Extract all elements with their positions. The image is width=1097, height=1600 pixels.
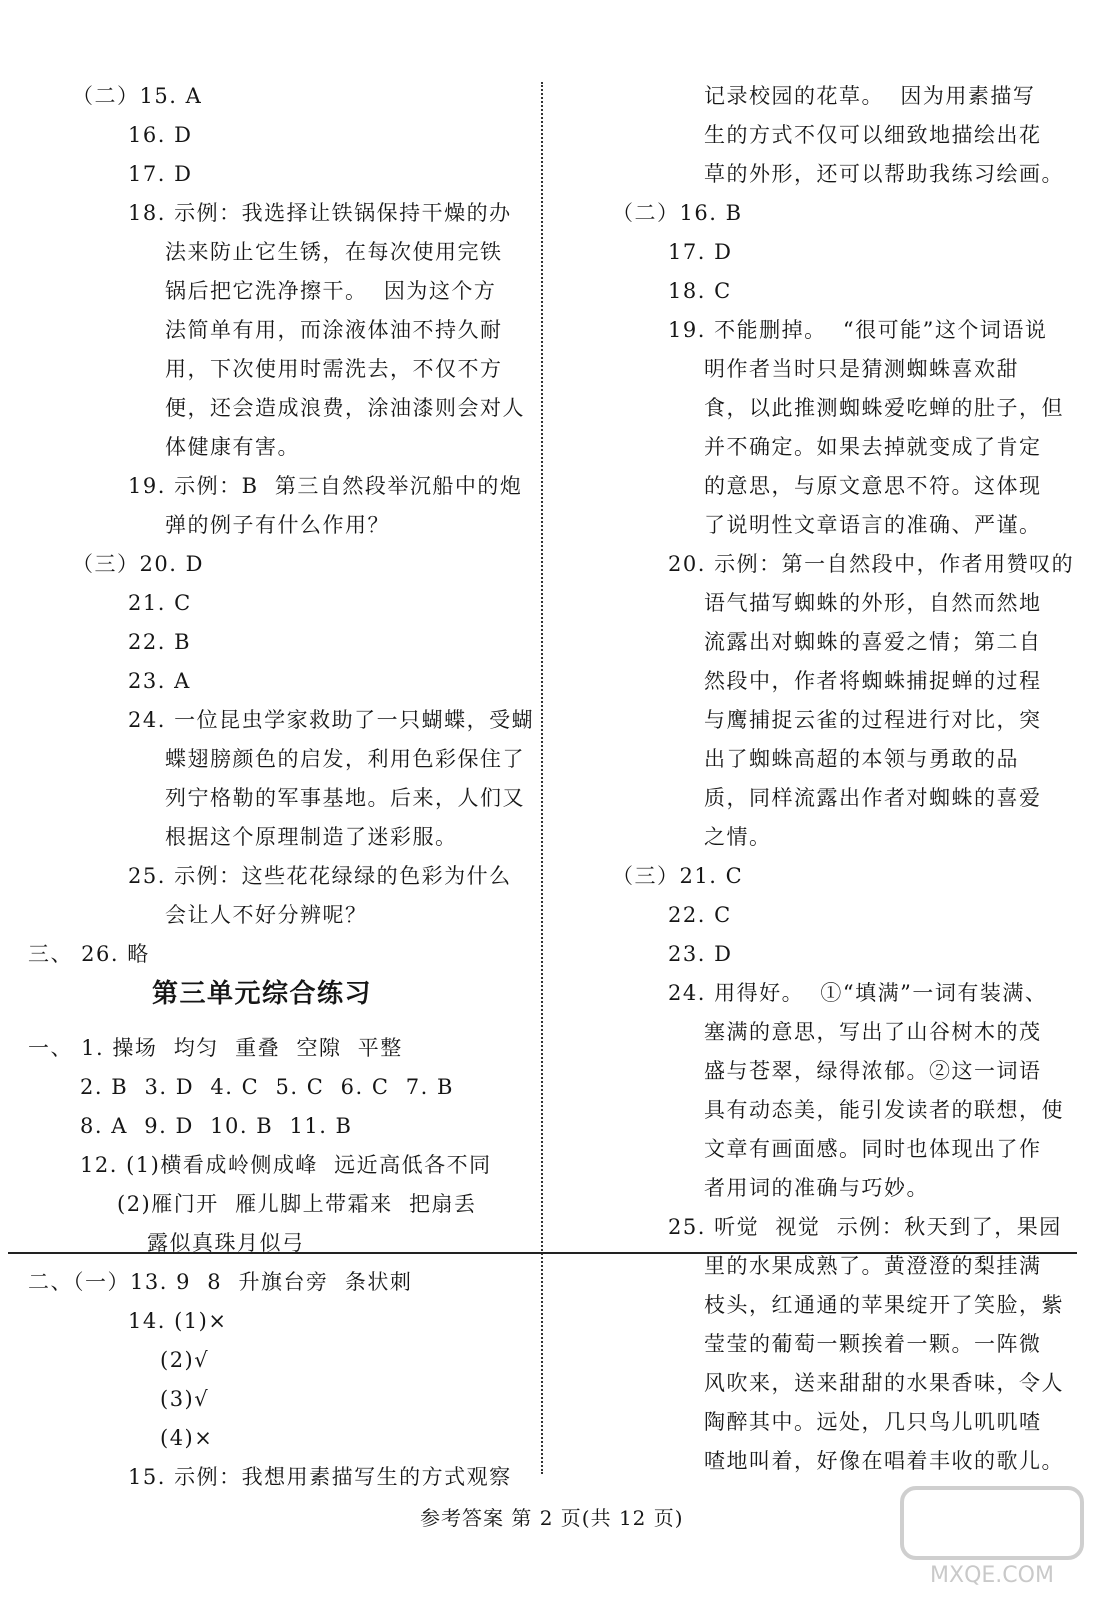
left-answer-line: 二、（一）13. 9 8 升旗台旁 条状刺 bbox=[28, 1270, 413, 1294]
left-answer-line: 23. A bbox=[128, 669, 191, 693]
right-answer-line: 莹莹的葡萄一颗挨着一颗。一阵微 bbox=[704, 1332, 1042, 1356]
right-answer-line: 明作者当时只是猜测蜘蛛喜欢甜 bbox=[704, 357, 1019, 381]
left-answer-line: 会让人不好分辨呢？ bbox=[165, 903, 368, 927]
right-answer-line: 与鹰捕捉云雀的过程进行对比，突 bbox=[704, 708, 1042, 732]
right-answer-line: 了说明性文章语言的准确、严谨。 bbox=[704, 513, 1042, 537]
left-answer-line: (4)× bbox=[160, 1426, 214, 1450]
right-answer-line: 盛与苍翠，绿得浓郁。②这一词语 bbox=[704, 1059, 1042, 1083]
right-answer-line: 之情。 bbox=[704, 825, 772, 849]
right-answer-line: 流露出对蜘蛛的喜爱之情；第二自 bbox=[704, 630, 1042, 654]
right-answer-line: （二）16. B bbox=[612, 201, 743, 225]
right-answer-line: 18. C bbox=[668, 279, 732, 303]
left-answer-line: 列宁格勒的军事基地。后来，人们又 bbox=[165, 786, 525, 810]
right-answer-line: 出了蜘蛛高超的本领与勇敢的品 bbox=[704, 747, 1019, 771]
right-answer-line: 枝头，红通通的苹果绽开了笑脸，紫 bbox=[704, 1293, 1064, 1317]
right-answer-line: 生的方式不仅可以细致地描绘出花 bbox=[704, 123, 1042, 147]
left-answer-line: （二）15. A bbox=[72, 84, 203, 108]
right-answer-line: 19. 不能删掉。 “很可能”这个词语说 bbox=[668, 318, 1048, 342]
left-answer-line: 法简单有用，而涂液体油不持久耐 bbox=[165, 318, 503, 342]
left-answer-line: (2)雁门开 雁儿脚上带霜来 把扇丢 bbox=[117, 1192, 477, 1216]
watermark-logo bbox=[900, 1480, 1085, 1590]
left-answer-line: 便，还会造成浪费，涂油漆则会对人 bbox=[165, 396, 525, 420]
right-answer-line: 草的外形，还可以帮助我练习绘画。 bbox=[704, 162, 1064, 186]
right-answer-line: 23. D bbox=[668, 942, 733, 966]
right-answer-line: （三）21. C bbox=[612, 864, 744, 888]
right-answer-line: 风吹来，送来甜甜的水果香味，令人 bbox=[704, 1371, 1064, 1395]
right-answer-line: 里的水果成熟了。黄澄澄的梨挂满 bbox=[704, 1254, 1042, 1278]
left-answer-line: 18. 示例：我选择让铁锅保持干燥的办 bbox=[128, 201, 512, 225]
left-answer-line: 蝶翅膀颜色的启发，利用色彩保住了 bbox=[165, 747, 525, 771]
left-answer-line: 体健康有害。 bbox=[165, 435, 300, 459]
right-answer-line: 25. 听觉 视觉 示例：秋天到了，果园 bbox=[668, 1215, 1062, 1239]
right-answer-line: 的意思，与原文意思不符。这体现 bbox=[704, 474, 1042, 498]
left-answer-line: 锅后把它洗净擦干。 因为这个方 bbox=[165, 279, 497, 303]
left-answer-line: 16. D bbox=[128, 123, 193, 147]
left-answer-line: 12. (1)横看成岭侧成峰 远近高低各不同 bbox=[80, 1153, 492, 1177]
right-answer-line: 20. 示例：第一自然段中，作者用赞叹的 bbox=[668, 552, 1075, 576]
left-answer-line: 24. 一位昆虫学家救助了一只蝴蝶，受蝴 bbox=[128, 708, 535, 732]
left-answer-line: 14. (1)× bbox=[128, 1309, 228, 1333]
left-answer-line: 25. 示例：这些花花绿绿的色彩为什么 bbox=[128, 864, 512, 888]
left-answer-line: 21. C bbox=[128, 591, 192, 615]
left-answer-line: 露似真珠月似弓 bbox=[147, 1231, 305, 1255]
left-answer-line: 一、 1. 操场 均匀 重叠 空隙 平整 bbox=[28, 1036, 403, 1060]
right-answer-line: 语气描写蜘蛛的外形，自然而然地 bbox=[704, 591, 1042, 615]
column-divider bbox=[541, 82, 543, 1474]
right-answer-line: 然段中，作者将蜘蛛捕捉蝉的过程 bbox=[704, 669, 1042, 693]
left-answer-line: 三、 26. 略 bbox=[28, 942, 150, 966]
page-footer: 参考答案 第 2 页(共 12 页) bbox=[420, 1506, 684, 1530]
right-answer-line: 22. C bbox=[668, 903, 732, 927]
section-title: 第三单元综合练习 bbox=[152, 979, 373, 1009]
right-answer-line: 塞满的意思，写出了山谷树木的茂 bbox=[704, 1020, 1042, 1044]
left-answer-line: (3)√ bbox=[160, 1387, 210, 1411]
right-answer-line: 并不确定。如果去掉就变成了肯定 bbox=[704, 435, 1042, 459]
left-answer-line: 22. B bbox=[128, 630, 192, 654]
right-answer-line: 24. 用得好。 ①“填满”一词有装满、 bbox=[668, 981, 1048, 1005]
watermark-text: MXQE.COM bbox=[930, 1563, 1054, 1588]
left-answer-line: 2. B 3. D 4. C 5. C 6. C 7. B bbox=[80, 1075, 454, 1099]
left-answer-line: 8. A 9. D 10. B 11. B bbox=[80, 1114, 353, 1138]
right-answer-line: 记录校园的花草。 因为用素描写 bbox=[704, 84, 1036, 108]
left-answer-line: 用，下次使用时需洗去，不仅不方 bbox=[165, 357, 503, 381]
right-answer-line: 具有动态美，能引发读者的联想，使 bbox=[704, 1098, 1064, 1122]
right-answer-line: 喳地叫着，好像在唱着丰收的歌儿。 bbox=[704, 1449, 1064, 1473]
right-answer-line: 食，以此推测蜘蛛爱吃蝉的肚子，但 bbox=[704, 396, 1064, 420]
left-answer-line: 根据这个原理制造了迷彩服。 bbox=[165, 825, 458, 849]
right-answer-line: 文章有画面感。同时也体现出了作 bbox=[704, 1137, 1042, 1161]
left-answer-line: 15. 示例：我想用素描写生的方式观察 bbox=[128, 1465, 512, 1489]
right-answer-line: 陶醉其中。远处，几只鸟儿叽叽喳 bbox=[704, 1410, 1042, 1434]
right-answer-line: 者用词的准确与巧妙。 bbox=[704, 1176, 929, 1200]
left-answer-line: 17. D bbox=[128, 162, 193, 186]
right-answer-line: 质，同样流露出作者对蜘蛛的喜爱 bbox=[704, 786, 1042, 810]
left-answer-line: 19. 示例：B 第三自然段举沉船中的炮 bbox=[128, 474, 523, 498]
left-answer-line: (2)√ bbox=[160, 1348, 210, 1372]
left-answer-line: （三）20. D bbox=[72, 552, 204, 576]
left-answer-line: 法来防止它生锈，在每次使用完铁 bbox=[165, 240, 503, 264]
right-answer-line: 17. D bbox=[668, 240, 733, 264]
left-answer-line: 弹的例子有什么作用？ bbox=[165, 513, 390, 537]
